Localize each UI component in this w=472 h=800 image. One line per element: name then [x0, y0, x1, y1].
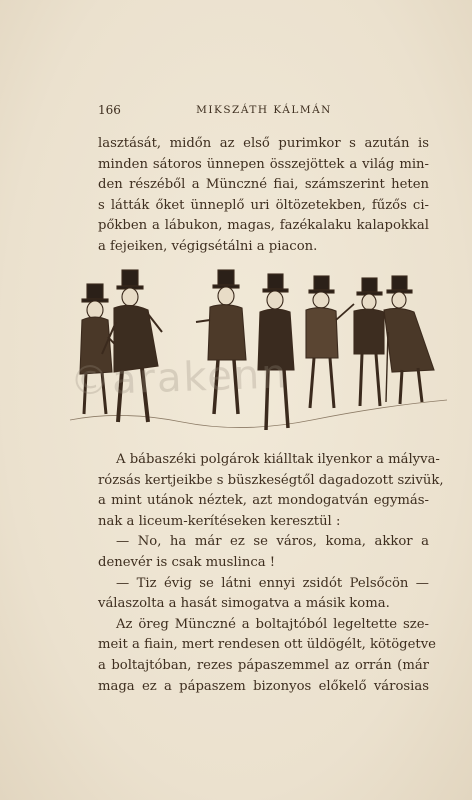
text-line: den részéből a Münczné fiai, számszerint heten	[98, 177, 429, 193]
text-line: meit a fiain, mert rendesen ott üldögélt, kötögetve	[98, 637, 436, 653]
text-line: pőkben a lábukon, magas, fazékalaku kalapokkal	[98, 218, 429, 234]
figure-5	[306, 276, 354, 408]
page-header	[98, 103, 430, 119]
text-line: rózsás kertjeikbe s büszkeségtől dagadozott szivük,	[98, 472, 444, 488]
text-line: minden sátoros ünnepen összejöttek a világ min-	[98, 156, 429, 172]
page-number: 166	[98, 103, 121, 117]
text-line: a mint utánok néztek, azt mondogatván egymás-	[98, 493, 429, 509]
watermark: ©arakenn	[69, 351, 290, 405]
text-line: denevér is csak muslinca !	[98, 554, 276, 570]
text-line: — Tiz évig se látni ennyi zsidót Pelsőcön —	[116, 575, 429, 591]
figure-6	[354, 278, 384, 406]
running-head: MIKSZÁTH KÁLMÁN	[196, 104, 332, 116]
text-line: a boltajtóban, rezes pápaszemmel az orrán (már	[98, 657, 429, 673]
text-line: válaszolta a hasát simogatva a másik koma.	[98, 596, 390, 612]
text-line: s látták őket ünneplő uri öltözetekben, fűzős ci-	[98, 197, 429, 213]
text-line: nak a liceum-kerítéseken keresztül :	[98, 513, 341, 529]
paragraph-bottom	[98, 450, 444, 697]
figure-7	[384, 276, 434, 404]
text-line: maga ez a pápaszem bizonyos előkelő városias	[98, 678, 429, 694]
text-line: lasztását, midőn az első purimkor s azután is	[98, 136, 429, 151]
text-line: — No, ha már ez se város, koma, akkor a	[116, 534, 429, 550]
text-line: A bábaszéki polgárok kiálltak ilyenkor a mályva-	[116, 452, 440, 467]
text-line: Az öreg Münczné a boltajtóból legeltette sze-	[116, 616, 429, 632]
paragraph-top	[98, 134, 429, 258]
text-line: a fejeiken, végigsétálni a piacon.	[98, 238, 318, 254]
